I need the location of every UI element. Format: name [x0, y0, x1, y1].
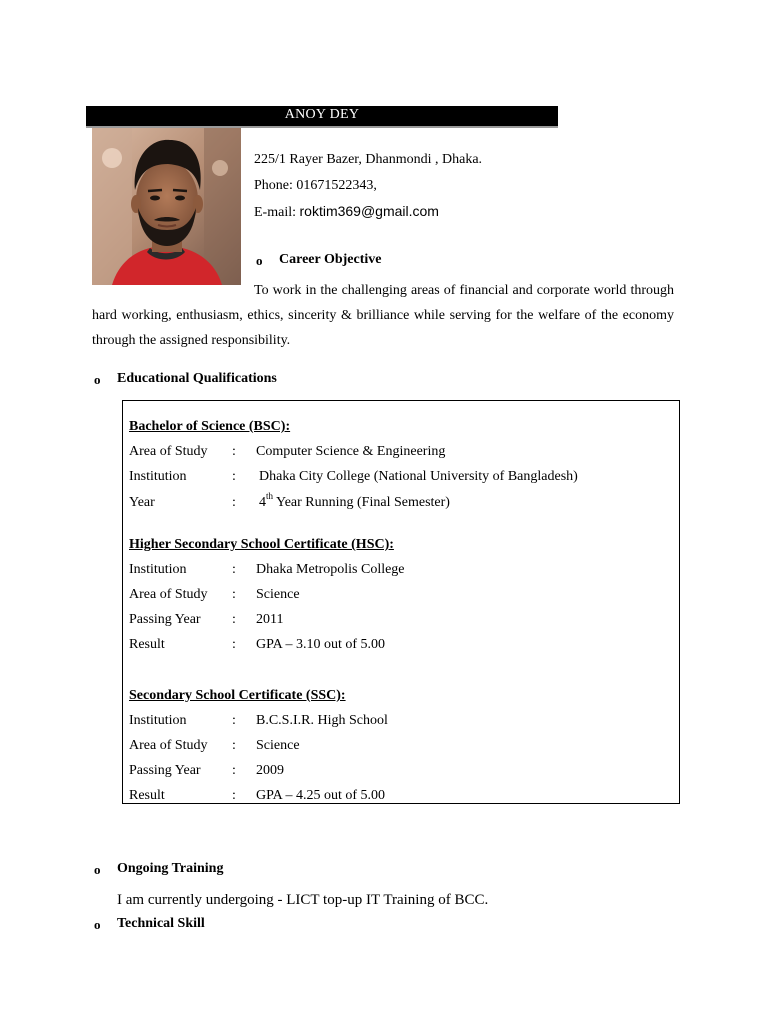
row-label: Area of Study — [129, 738, 208, 753]
row-colon: : — [232, 469, 236, 484]
row-label: Institution — [129, 713, 187, 728]
candidate-name: ANOY DEY — [284, 107, 360, 122]
email-label: E-mail: — [254, 205, 300, 220]
row-label: Passing Year — [129, 612, 201, 627]
row-label: Area of Study — [129, 587, 208, 602]
bullet-marker: o — [94, 862, 101, 877]
hsc-title: Higher Secondary School Certificate (HSC): — [129, 537, 394, 552]
bullet-marker: o — [94, 917, 101, 932]
row-value: B.C.S.I.R. High School — [256, 713, 388, 728]
email-address[interactable]: roktim369@gmail.com — [299, 203, 439, 219]
row-label: Result — [129, 637, 165, 652]
ssc-title: Secondary School Certificate (SSC): — [129, 688, 346, 703]
training-text: I am currently undergoing - LICT top-up IT Training of BCC. — [117, 892, 489, 908]
row-colon: : — [232, 612, 236, 627]
row-colon: : — [232, 738, 236, 753]
row-label: Area of Study — [129, 444, 208, 459]
row-value: Science — [256, 587, 300, 602]
training-heading: Ongoing Training — [117, 861, 224, 876]
row-colon: : — [232, 713, 236, 728]
row-value: Dhaka City College (National University of Bangladesh) — [259, 469, 578, 484]
education-box — [122, 400, 680, 804]
row-label: Institution — [129, 562, 187, 577]
bullet-marker: o — [256, 253, 263, 268]
row-label: Institution — [129, 469, 187, 484]
row-colon: : — [232, 495, 236, 510]
row-value: Science — [256, 738, 300, 753]
row-colon: : — [232, 763, 236, 778]
row-colon: : — [232, 587, 236, 602]
technical-skill-heading: Technical Skill — [117, 916, 205, 931]
education-heading: Educational Qualifications — [117, 371, 277, 386]
bullet-marker: o — [94, 372, 101, 387]
contact-phone: Phone: 01671522343, — [254, 178, 377, 193]
contact-email-line — [254, 201, 439, 223]
contact-address: 225/1 Rayer Bazer, Dhanmondi , Dhaka. — [254, 152, 483, 167]
row-label: Year — [129, 495, 155, 510]
row-value: Dhaka Metropolis College — [256, 562, 405, 577]
name-header-bar — [86, 106, 558, 128]
row-colon: : — [232, 637, 236, 652]
row-value: 2011 — [256, 612, 284, 627]
row-value: 2009 — [256, 763, 284, 778]
row-label: Passing Year — [129, 763, 201, 778]
row-value: GPA – 3.10 out of 5.00 — [256, 637, 386, 652]
row-colon: : — [232, 444, 236, 459]
row-value: 4th Year Running (Final Semester) — [259, 491, 450, 510]
row-colon: : — [232, 562, 236, 577]
profile-photo — [92, 128, 241, 285]
career-objective-heading: Career Objective — [279, 252, 382, 267]
row-value: Computer Science & Engineering — [256, 444, 446, 459]
bsc-title: Bachelor of Science (BSC): — [129, 419, 291, 434]
row-value: GPA – 4.25 out of 5.00 — [256, 788, 386, 803]
career-objective-text: To work in the challenging areas of financial and corporate world through hard working, enthusiasm, ethics, sincerity & brilliance while serving for the welfare of the economy through the assigned responsibility. — [92, 283, 674, 348]
row-colon: : — [232, 788, 236, 803]
row-label: Result — [129, 788, 165, 803]
